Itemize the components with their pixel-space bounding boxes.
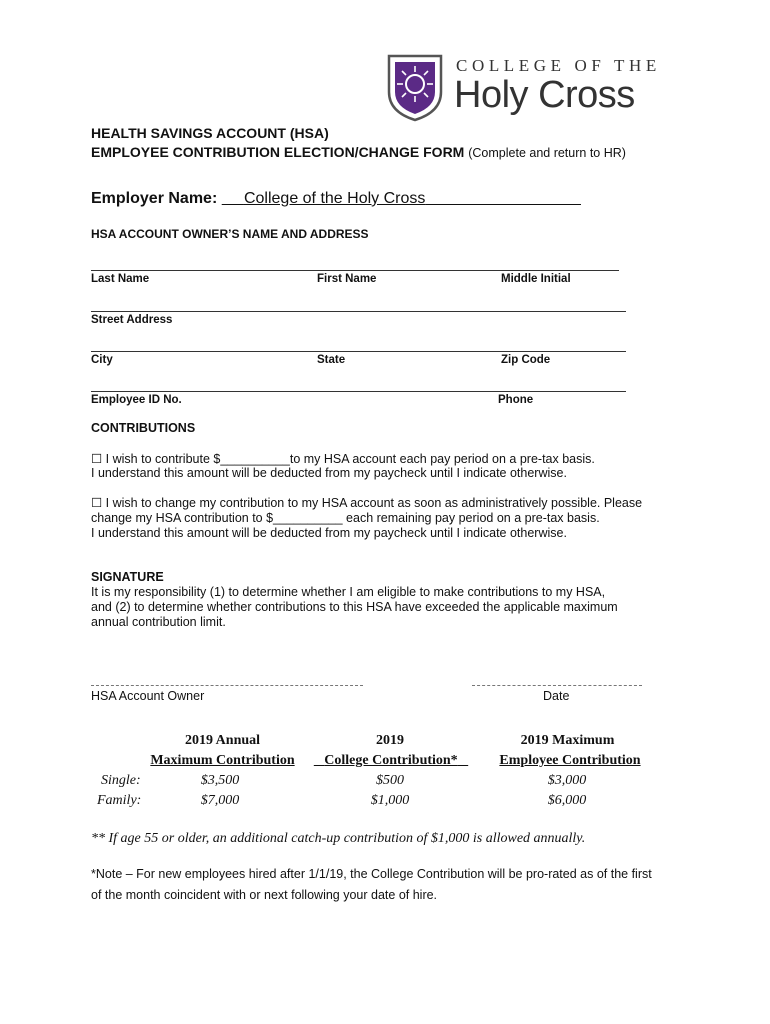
catchup-footnote: ** If age 55 or older, an additional catch-up contribution of $1,000 is allowed annually. (91, 831, 586, 846)
col2-header-text: College Contribution* (324, 753, 458, 768)
col1-header-line1: 2019 Annual (184, 733, 261, 748)
date-signature-line[interactable] (472, 685, 642, 686)
zip-code-label: Zip Code (501, 354, 551, 366)
shield-logo-icon (386, 52, 444, 122)
change-option-line1[interactable]: ☐ I wish to change my contribution to my HSA account as soon as administratively possible. Please (91, 496, 643, 510)
employee-id-label: Employee ID No. (91, 394, 182, 406)
family-employee-value: $6,000 (547, 793, 587, 808)
note-line1: *Note – For new employees hired after 1/1/19, the College Contribution will be pro-rated as of the first (91, 867, 652, 881)
owner-signature-line[interactable] (91, 685, 363, 686)
college-logo (386, 52, 686, 124)
city-label: City (91, 354, 113, 366)
owner-section-heading: HSA ACCOUNT OWNER’S NAME AND ADDRESS (91, 227, 369, 241)
middle-initial-label: Middle Initial (501, 273, 571, 285)
street-address-label: Street Address (91, 314, 173, 326)
name-input-line[interactable] (91, 270, 619, 271)
family-college-value: $1,000 (370, 793, 410, 808)
employer-name-text: College of the Holy Cross (243, 190, 426, 207)
col2-header-line2 (305, 753, 477, 769)
logo-text-line1: COLLEGE OF THE (456, 56, 661, 75)
form-title-text: EMPLOYEE CONTRIBUTION ELECTION/CHANGE FORM (91, 144, 465, 160)
signature-text-line3: annual contribution limit. (91, 615, 226, 629)
contribute-option-line2: I understand this amount will be deducted from my paycheck until I indicate otherwise. (91, 466, 567, 480)
note-line2: of the month coincident with or next following your date of hire. (91, 888, 438, 902)
employer-row (91, 190, 581, 208)
state-label: State (317, 354, 346, 366)
change-option-line2: change my HSA contribution to $__________ each remaining pay period on a pre-tax basis. (91, 511, 600, 525)
col1-header-line2: Maximum Contribution (150, 753, 295, 768)
form-title-line2 (91, 144, 626, 160)
employer-label: Employer Name: (91, 190, 218, 207)
single-college-value: $500 (376, 773, 404, 788)
signature-text-line1: It is my responsibility (1) to determine whether I am eligible to make contributions to my HSA, (91, 585, 606, 599)
owner-signature-label: HSA Account Owner (91, 689, 205, 703)
id-phone-input-line[interactable] (91, 391, 626, 392)
change-option-line3: I understand this amount will be deducted from my paycheck until I indicate otherwise. (91, 526, 567, 540)
logo-text-line2: Holy Cross (454, 74, 635, 116)
col3-header-line2: Employee Contribution (499, 753, 641, 768)
form-title-note: (Complete and return to HR) (468, 146, 626, 160)
employer-value (222, 190, 581, 207)
street-input-line[interactable] (91, 311, 626, 312)
phone-label: Phone (498, 394, 534, 406)
first-name-label: First Name (317, 273, 377, 285)
date-label: Date (543, 689, 570, 703)
signature-heading: SIGNATURE (91, 570, 164, 584)
row-label-family: Family: (97, 793, 142, 808)
contribute-option-line1[interactable]: ☐ I wish to contribute $__________to my HSA account each pay period on a pre-tax basis. (91, 452, 595, 466)
single-employee-value: $3,000 (547, 773, 587, 788)
single-max-value: $3,500 (200, 773, 240, 788)
row-label-single: Single: (101, 773, 141, 788)
col3-header-line1: 2019 Maximum (520, 733, 615, 748)
contributions-heading: CONTRIBUTIONS (91, 421, 196, 435)
col2-header-line1: 2019 (376, 733, 404, 748)
last-name-label: Last Name (91, 273, 150, 285)
form-title-line1: HEALTH SAVINGS ACCOUNT (HSA) (91, 125, 329, 141)
city-state-zip-input-line[interactable] (91, 351, 626, 352)
signature-text-line2: and (2) to determine whether contributions to this HSA have exceeded the applicable maximum (91, 600, 618, 614)
family-max-value: $7,000 (200, 793, 240, 808)
